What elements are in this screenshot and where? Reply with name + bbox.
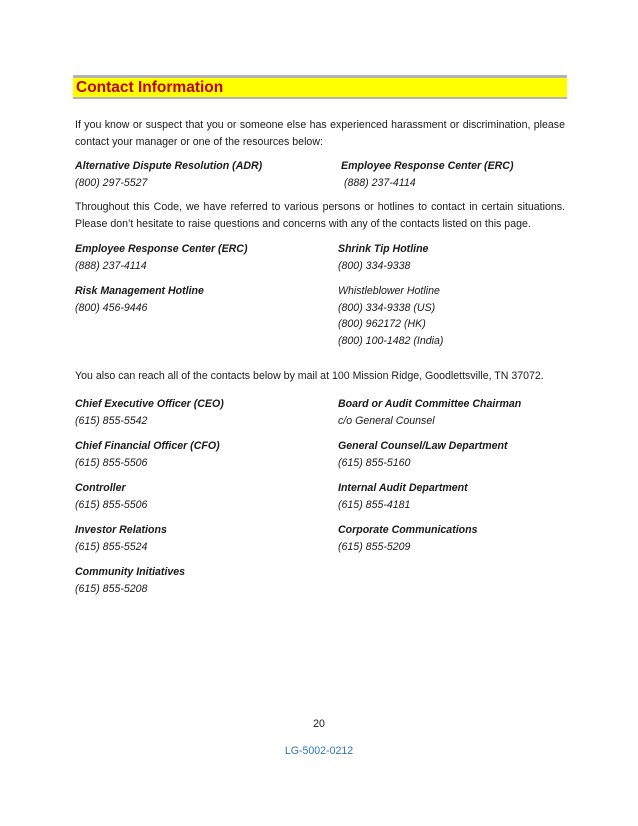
- contact-name: Controller: [75, 482, 126, 494]
- page-number: 20: [313, 718, 325, 730]
- contact-phone: (615) 855-5208: [75, 582, 148, 595]
- contact-cfo: [75, 438, 220, 471]
- contact-name: Employee Response Center (ERC): [341, 160, 514, 172]
- mail-paragraph: You also can reach all of the contacts below by mail at 100 Mission Ridge, Goodlettsville, TN 37072.: [75, 370, 544, 382]
- contact-phone: (800) 334-9338 (US): [338, 301, 436, 314]
- contact-name: Corporate Communications: [338, 524, 478, 536]
- contact-phone: (800) 456-9446: [75, 301, 148, 314]
- contact-name: Community Initiatives: [75, 566, 186, 578]
- contact-general-counsel: [338, 438, 508, 471]
- contact-ceo: [75, 396, 224, 429]
- contact-phone: (615) 855-5524: [75, 540, 148, 553]
- contact-name: Internal Audit Department: [338, 482, 468, 494]
- contact-name: Risk Management Hotline: [75, 285, 204, 297]
- contact-board-chairman: [338, 396, 521, 429]
- contact-phone: (800) 100-1482 (India): [338, 334, 444, 347]
- contact-name: General Counsel/Law Department: [338, 440, 508, 452]
- section-heading-bar: [73, 75, 567, 99]
- contact-phone: (800) 962172 (HK): [338, 318, 426, 330]
- contact-name: Whistleblower Hotline: [338, 285, 440, 297]
- contact-corporate-communications: [338, 522, 478, 555]
- contact-detail: c/o General Counsel: [338, 414, 435, 427]
- contact-name: Alternative Dispute Resolution (ADR): [75, 160, 263, 172]
- hotline-erc: [75, 241, 248, 274]
- contact-controller: [75, 480, 147, 513]
- contact-name: Chief Financial Officer (CFO): [75, 440, 220, 452]
- contact-phone: (800) 334-9338: [338, 259, 411, 272]
- contact-phone: (615) 855-5542: [75, 414, 148, 427]
- contact-name: Board or Audit Committee Chairman: [338, 398, 522, 410]
- hotline-whistleblower: [338, 283, 443, 349]
- hotlines-paragraph: Throughout this Code, we have referred to various persons or hotlines to contact in certain situations. Please don’t hesitate to raise questions and concerns with any of the contacts listed on this page.: [75, 201, 565, 230]
- contact-phone: (615) 855-5209: [338, 540, 411, 553]
- intro-paragraph: If you know or suspect that you or someone else has experienced harassment or discrimination, please contact your manager or one of the resources below:: [75, 119, 565, 148]
- contact-phone: (615) 855-5160: [338, 456, 411, 469]
- contact-adr: [75, 158, 262, 191]
- contact-phone: (615) 855-4181: [338, 498, 411, 511]
- hotline-risk-management: [75, 283, 204, 316]
- contact-phone: (800) 297-5527: [75, 176, 148, 189]
- contact-phone: (615) 855-5506: [75, 498, 148, 511]
- contact-phone: (888) 237-4114: [341, 176, 416, 189]
- contact-phone: (615) 855-5506: [75, 456, 148, 469]
- contact-name: Employee Response Center (ERC): [75, 243, 248, 255]
- document-code: LG-5002-0212: [284, 745, 354, 757]
- contact-name: Shrink Tip Hotline: [338, 243, 429, 255]
- contact-internal-audit: [338, 480, 468, 513]
- contact-community-initiatives: [75, 564, 185, 597]
- hotline-shrink-tip: [338, 241, 428, 274]
- section-heading: Contact Information: [76, 79, 224, 96]
- contact-name: Chief Executive Officer (CEO): [75, 398, 224, 410]
- contact-phone: (888) 237-4114: [75, 259, 147, 272]
- contact-name: Investor Relations: [75, 524, 167, 536]
- contact-investor-relations: [75, 522, 167, 555]
- contact-erc: [341, 158, 514, 191]
